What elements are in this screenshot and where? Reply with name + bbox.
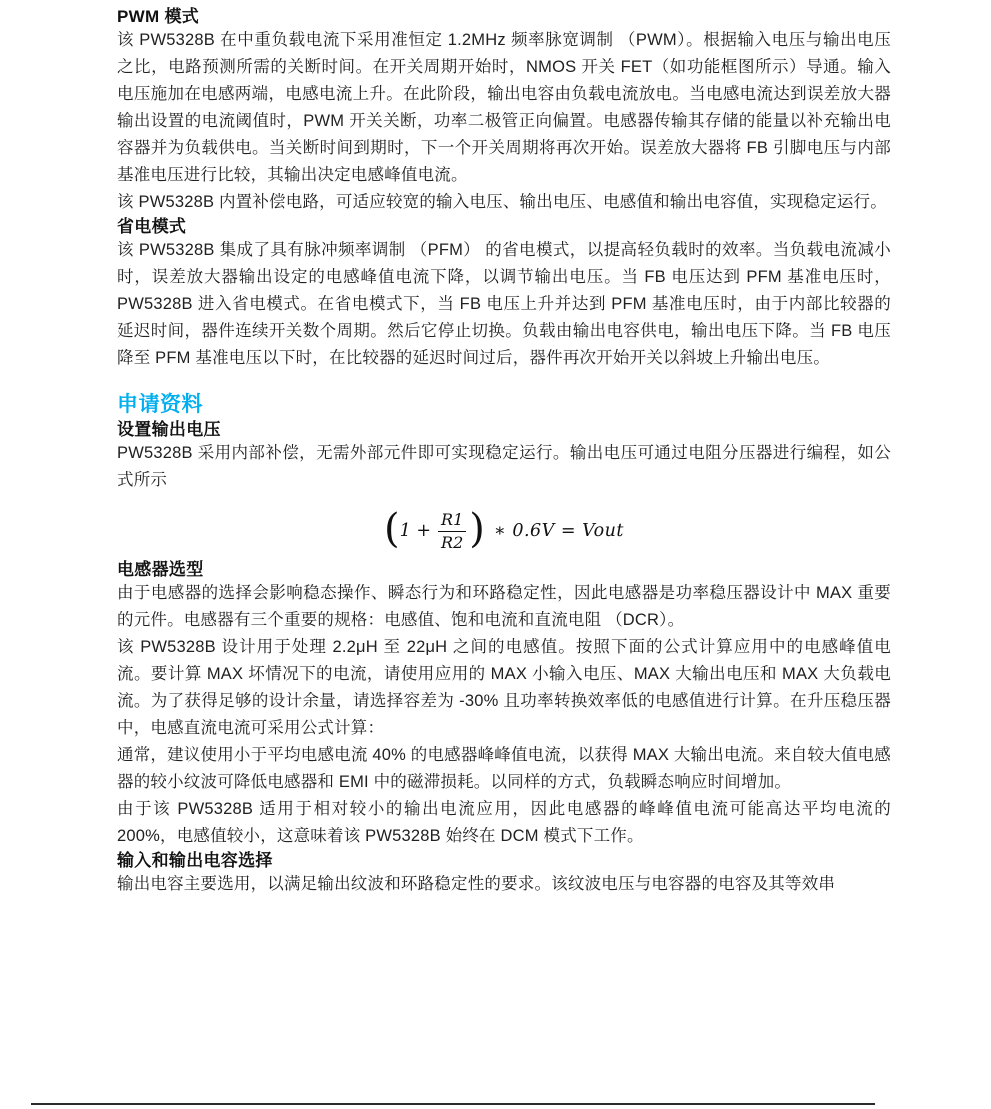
page-bottom-rule [31, 1103, 875, 1105]
section-capacitor-selection [117, 850, 891, 898]
formula-result: ∗ 0.6V = Vout [493, 521, 624, 541]
inductor-paragraph-4: 由于该 PW5328B 适用于相对较小的输出电流应用，因此电感器的峰峰值电流可能高达平均电流的 200%，电感值较小，这意味着该 PW5328B 始终在 DCM 模式下工作。 [117, 800, 891, 845]
section-inductor-selection [117, 559, 891, 850]
power-save-heading: 省电模式 [117, 217, 187, 236]
formula-numerator: R1 [438, 510, 466, 531]
capacitor-paragraph: 输出电容主要选用，以满足输出纹波和环路稳定性的要求。该纹波电压与电容器的电容及其等效串 [117, 875, 836, 893]
section-pwm-mode [117, 6, 891, 216]
formula-denominator: R2 [441, 532, 464, 552]
inductor-selection-heading: 电感器选型 [117, 560, 204, 579]
power-save-paragraph: 该 PW5328B 集成了具有脉冲频率调制 （PFM） 的省电模式，以提高轻负载时的效率。当负载电流减小时，误差放大器输出设定的电感峰值电流下降，以调节输出电压。当 FB 电压达到 PFM 基准电压时，PW5328B 进入省电模式。在省电模式下，当 FB 电压上升并达到 PFM 基准电压时，由于内部比较器的延迟时间，器件连续开关数个周期。然后它停止切换。负载由输出电容供电，输出电压下降。当 FB 电压降至 PFM 基准电压以下时，在比较器的延迟时间过后，器件再次开始开关以斜坡上升输出电压。 [117, 241, 891, 367]
pwm-mode-paragraph-1: 该 PW5328B 在中重负载电流下采用准恒定 1.2MHz 频率脉宽调制 （PWM）。根据输入电压与输出电压之比，电路预测所需的关断时间。在开关周期开始时，NMOS 开关 FET（如功能框图所示）导通。输入电压施加在电感两端，电感电流上升。在此阶段，输出电容由负载电流放电。当电感电流达到误差放大器输出设置的电流阈值时，PWM 开关关断，功率二极管正向偏置。电感器传输其存储的能量以补充输出电容器并为负载供电。当关断时间到期时，下一个开关周期将再次开始。误差放大器将 FB 引脚电压与内部基准电压进行比较，其输出决定电感峰值电流。 [117, 31, 891, 184]
set-output-voltage-heading: 设置输出电压 [117, 420, 221, 439]
output-voltage-formula [117, 503, 891, 559]
inductor-paragraph-3: 通常，建议使用小于平均电感电流 40% 的电感器峰峰值电流，以获得 MAX 大输出电流。来自较大值电感器的较小纹波可降低电感器和 EMI 中的磁滞损耗。以同样的方式，负载瞬态响应时间增加。 [117, 746, 891, 791]
pwm-mode-paragraph-2: 该 PW5328B 内置补偿电路，可适应较宽的输入电压、输出电压、电感值和输出电容值，实现稳定运行。 [117, 193, 887, 211]
application-info-heading: 申请资料 [117, 393, 203, 416]
section-set-output-voltage [117, 419, 891, 559]
formula-left-paren: ( [384, 506, 400, 552]
section-power-save-mode [117, 216, 891, 372]
pwm-mode-heading: PWM 模式 [117, 7, 200, 26]
capacitor-selection-heading: 输入和输出电容选择 [117, 851, 273, 870]
formula-right-paren: ) [469, 506, 485, 552]
formula-fraction [438, 510, 466, 551]
inductor-paragraph-2: 该 PW5328B 设计用于处理 2.2μH 至 22μH 之间的电感值。按照下面的公式计算应用中的电感峰值电流。要计算 MAX 坏情况下的电流，请使用应用的 MAX 小输入电压、MAX 大输出电压和 MAX 大负载电流。为了获得足够的设计余量，请选择容差为 -30% 且功率转换效率低的电感值进行计算。在升压稳压器中，电感直流电流可采用公式计算： [117, 638, 891, 737]
set-output-voltage-paragraph: PW5328B 采用内部补偿，无需外部元件即可实现稳定运行。输出电压可通过电阻分压器进行编程，如公式所示 [117, 444, 891, 489]
formula-one-plus: 1 + [399, 521, 432, 541]
inductor-paragraph-1: 由于电感器的选择会影响稳态操作、瞬态行为和环路稳定性，因此电感器是功率稳压器设计中 MAX 重要的元件。电感器有三个重要的规格：电感值、饱和电流和直流电阻 （DCR）。 [117, 584, 891, 629]
